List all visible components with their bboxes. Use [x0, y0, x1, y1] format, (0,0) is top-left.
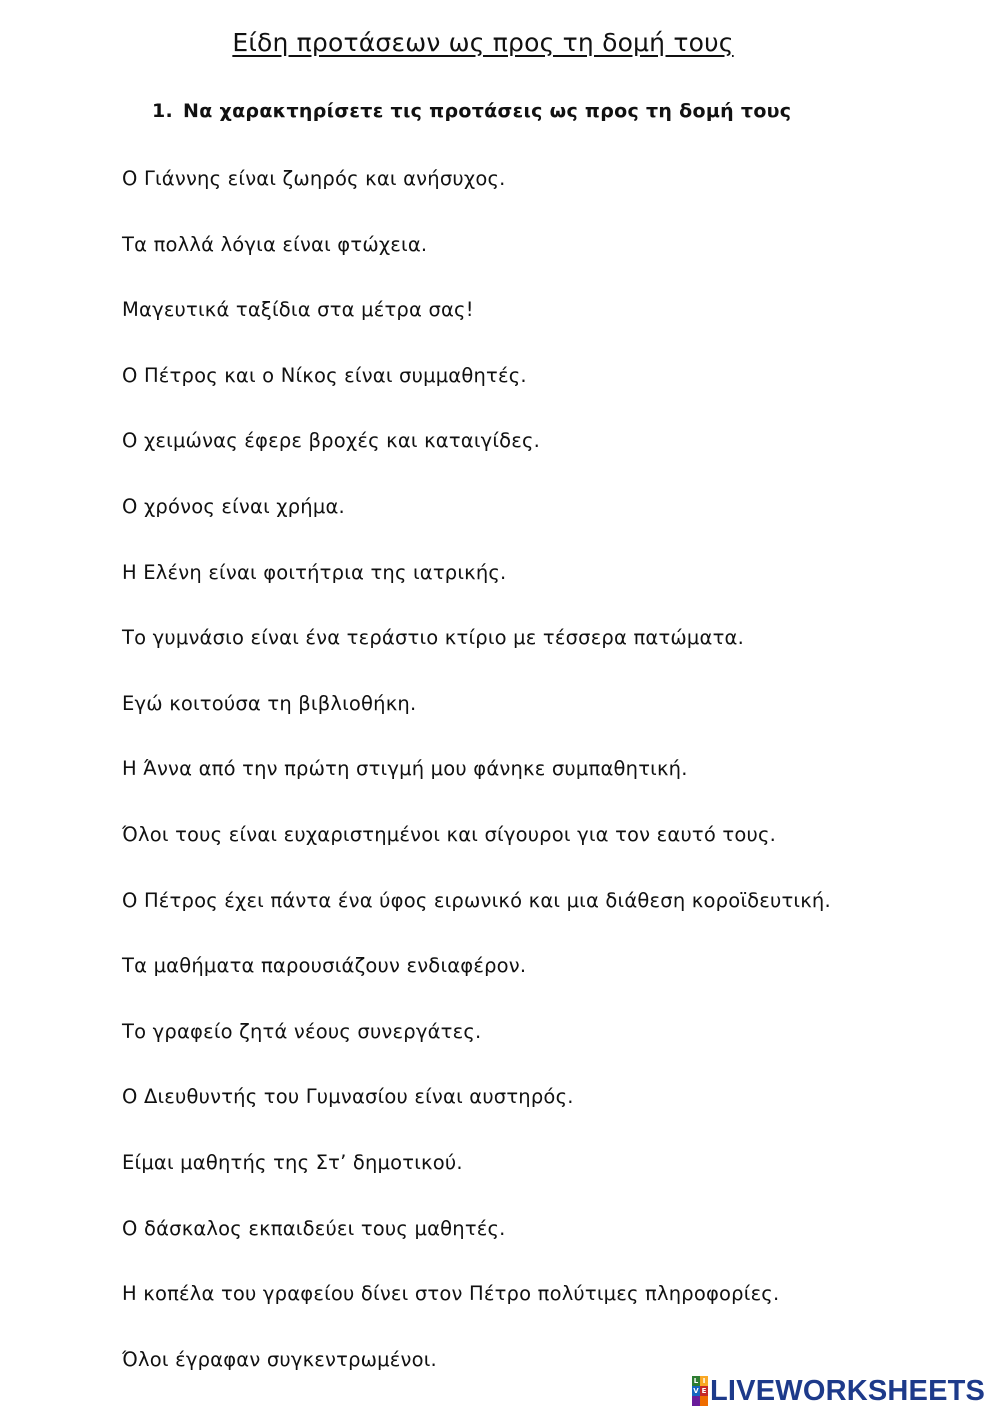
sentence-item: Είμαι μαθητής της Στ’ δημοτικού. — [122, 1150, 463, 1174]
liveworksheets-logo-icon — [692, 1376, 708, 1406]
sentence-list — [122, 166, 831, 1412]
sentence-item: Όλοι έγραφαν συγκεντρωμένοι. — [122, 1347, 437, 1371]
exercise-instruction — [152, 100, 791, 122]
logo-tile: V — [693, 1387, 699, 1395]
sentence-item: Ο Διευθυντής του Γυμνασίου είναι αυστηρός. — [122, 1085, 574, 1109]
sentence-item: Ο χειμώνας έφερε βροχές και καταιγίδες. — [122, 429, 541, 453]
sentence-item: Τα μαθήματα παρουσιάζουν ενδιαφέρον. — [122, 954, 527, 978]
sentence-item: Ο Πέτρος έχει πάντα ένα ύφος ειρωνικό και μια διάθεση κοροϊδευτική. — [122, 888, 831, 912]
sentence-item: Τα πολλά λόγια είναι φτώχεια. — [122, 232, 428, 256]
sentence-item: Ο Πέτρος και ο Νίκος είναι συμμαθητές. — [122, 363, 527, 387]
sentence-item: Το γραφείο ζητά νέους συνεργάτες. — [122, 1019, 482, 1043]
sentence-item: Η κοπέλα του γραφείου δίνει στον Πέτρο πολύτιμες πληροφορίες. — [122, 1282, 780, 1306]
sentence-item: Όλοι τους είναι ευχαριστημένοι και σίγουροι για τον εαυτό τους. — [122, 822, 776, 846]
sentence-item: Ο Γιάννης είναι ζωηρός και ανήσυχος. — [122, 167, 506, 190]
sentence-item: Η Ελένη είναι φοιτήτρια της ιατρικής. — [122, 560, 507, 584]
liveworksheets-logo[interactable] — [692, 1374, 985, 1408]
sentence-item: Ο δάσκαλος εκπαιδεύει τους μαθητές. — [122, 1216, 506, 1240]
logo-tile — [692, 1396, 700, 1406]
sentence-item: Εγώ κοιτούσα τη βιβλιοθήκη. — [122, 691, 417, 715]
exercise-number: 1. — [152, 100, 174, 122]
logo-text: LIVEWORKSHEETS — [710, 1375, 986, 1407]
logo-tile: E — [701, 1387, 707, 1395]
worksheet-title: Είδη προτάσεων ως προς τη δομή τους — [232, 28, 734, 57]
sentence-item: Μαγευτικά ταξίδια στα μέτρα σας! — [122, 298, 474, 322]
sentence-item: Ο χρόνος είναι χρήμα. — [122, 494, 345, 518]
logo-tile: L — [693, 1377, 699, 1385]
logo-tile — [700, 1396, 708, 1406]
logo-tile: I — [700, 1376, 708, 1386]
sentence-item: Η Άννα από την πρώτη στιγμή μου φάνηκε συμπαθητική. — [122, 757, 688, 781]
sentence-item: Το γυμνάσιο είναι ένα τεράστιο κτίριο με τέσσερα πατώματα. — [122, 626, 744, 650]
exercise-instruction-text: Να χαρακτηρίσετε τις προτάσεις ως προς τη δομή τους — [183, 100, 792, 122]
